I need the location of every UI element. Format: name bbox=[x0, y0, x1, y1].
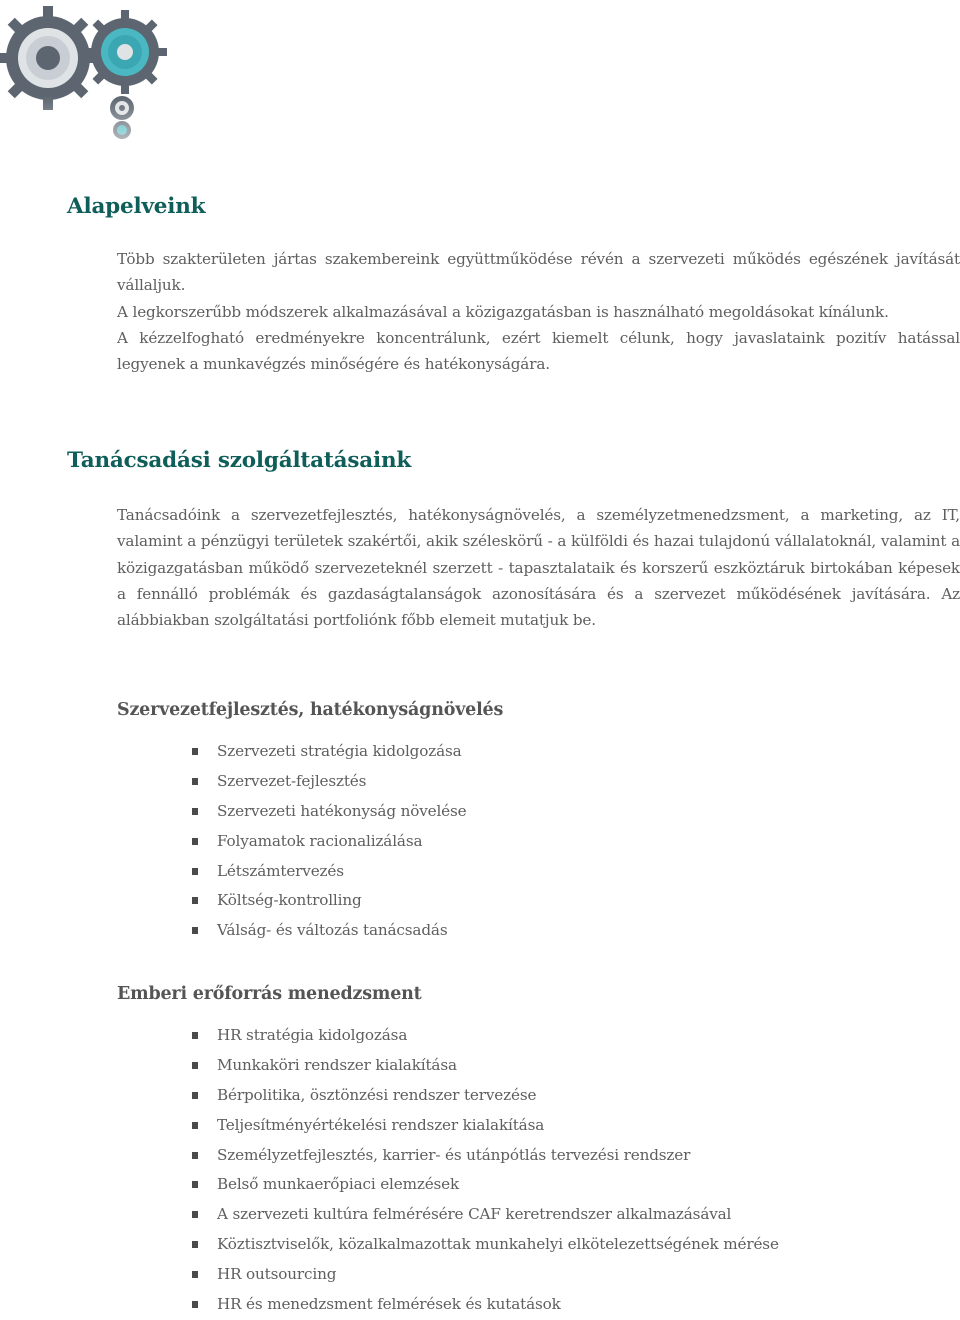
list-item bbox=[190, 1170, 779, 1200]
services-body bbox=[117, 502, 960, 633]
list-item-label: HR outsourcing bbox=[217, 1265, 337, 1284]
square-bullet-icon bbox=[192, 868, 198, 875]
principles-paragraph: A kézzelfogható eredményekre koncentrálunk, ezért kiemelt célunk, hogy javaslataink pozitív hatással legyenek a munkavégzés minőségére és hatékonyságára. bbox=[117, 328, 960, 374]
square-bullet-icon bbox=[192, 808, 198, 815]
list-item-label: A szervezeti kultúra felmérésére CAF keretrendszer alkalmazásával bbox=[217, 1205, 732, 1224]
square-bullet-icon bbox=[192, 897, 198, 904]
square-bullet-icon bbox=[192, 778, 198, 785]
square-bullet-icon bbox=[192, 838, 198, 845]
list-item-label: Létszámtervezés bbox=[217, 861, 344, 880]
subsection-title-org-dev: Szervezetfejlesztés, hatékonyságnövelés bbox=[117, 700, 504, 720]
list-item-label: Szervezeti stratégia kidolgozása bbox=[217, 742, 462, 760]
list-item bbox=[190, 1111, 779, 1141]
list-item-label: Szervezeti hatékonyság növelése bbox=[217, 801, 467, 820]
list-item bbox=[190, 1200, 779, 1230]
principles-paragraph: A legkorszerűbb módszerek alkalmazásával a közigazgatásban is használható megoldásokat kínálunk. bbox=[117, 302, 889, 321]
list-item bbox=[190, 827, 467, 857]
list-item-label: Munkaköri rendszer kialakítása bbox=[217, 1055, 457, 1074]
principles-paragraph: Több szakterületen jártas szakembereink együttműködése révén a szervezeti működés egészének javítását vállaljuk. bbox=[117, 250, 960, 295]
list-item bbox=[190, 1141, 779, 1171]
list-item bbox=[190, 797, 467, 827]
list-item-label: Költség-kontrolling bbox=[217, 891, 362, 910]
list-item bbox=[190, 1290, 779, 1320]
list-item-label: Köztisztviselők, közalkalmazottak munkahelyi elkötelezettségének mérése bbox=[217, 1235, 779, 1254]
square-bullet-icon bbox=[192, 1032, 198, 1039]
list-item bbox=[190, 1051, 779, 1081]
square-bullet-icon bbox=[192, 1152, 198, 1159]
gears-logo-icon bbox=[0, 0, 200, 175]
list-item bbox=[190, 737, 467, 767]
square-bullet-icon bbox=[192, 1122, 198, 1129]
list-item bbox=[190, 1260, 779, 1290]
services-intro: Tanácsadóink a szervezetfejlesztés, hatékonyságnövelés, a személyzetmenedzsment, a marketing, az IT, valamint a pénzügyi területek szakértői, akik széleskörű - a külföldi és hazai tulajdonú vállalatoknál, valamint a közigazgatásban működő szervezeteknél szerzett - tapasztalataik és korszerű eszköztáruk birtokában képesek a fennálló problémák és gazdaságtalanságok azonosítására és a szervezet működésének javítására. Az alábbiakban szolgáltatási portfoliónk főbb elemeit mutatjuk be. bbox=[117, 506, 960, 630]
square-bullet-icon bbox=[192, 1181, 198, 1188]
list-item-label: Válság- és változás tanácsadás bbox=[217, 921, 448, 940]
list-item bbox=[190, 1230, 779, 1260]
list-item bbox=[190, 857, 467, 887]
principles-body bbox=[117, 246, 960, 377]
list-item-label: HR és menedzsment felmérések és kutatások bbox=[217, 1295, 561, 1314]
square-bullet-icon bbox=[192, 1271, 198, 1278]
list-item-label: Személyzetfejlesztés, karrier- és utánpótlás tervezési rendszer bbox=[217, 1145, 691, 1164]
subsection-title-hr: Emberi erőforrás menedzsment bbox=[117, 984, 422, 1004]
square-bullet-icon bbox=[192, 1211, 198, 1218]
square-bullet-icon bbox=[192, 1062, 198, 1069]
hr-list bbox=[190, 1021, 779, 1320]
list-item bbox=[190, 886, 467, 916]
section-title-services: Tanácsadási szolgáltatásaink bbox=[67, 448, 412, 473]
section-title-principles: Alapelveink bbox=[67, 194, 206, 219]
square-bullet-icon bbox=[192, 1092, 198, 1099]
list-item-label: Szervezet-fejlesztés bbox=[217, 771, 367, 790]
list-item bbox=[190, 767, 467, 797]
square-bullet-icon bbox=[192, 1301, 198, 1308]
list-item-label: HR stratégia kidolgozása bbox=[217, 1026, 408, 1044]
square-bullet-icon bbox=[192, 927, 198, 934]
org-dev-list bbox=[190, 737, 467, 946]
list-item bbox=[190, 1081, 779, 1111]
list-item-label: Teljesítményértékelési rendszer kialakítása bbox=[217, 1115, 545, 1134]
square-bullet-icon bbox=[192, 748, 198, 755]
list-item bbox=[190, 1021, 779, 1051]
list-item-label: Folyamatok racionalizálása bbox=[217, 831, 423, 850]
list-item-label: Bérpolitika, ösztönzési rendszer tervezése bbox=[217, 1085, 537, 1104]
list-item-label: Belső munkaerőpiaci elemzések bbox=[217, 1175, 460, 1194]
list-item bbox=[190, 916, 467, 946]
square-bullet-icon bbox=[192, 1241, 198, 1248]
